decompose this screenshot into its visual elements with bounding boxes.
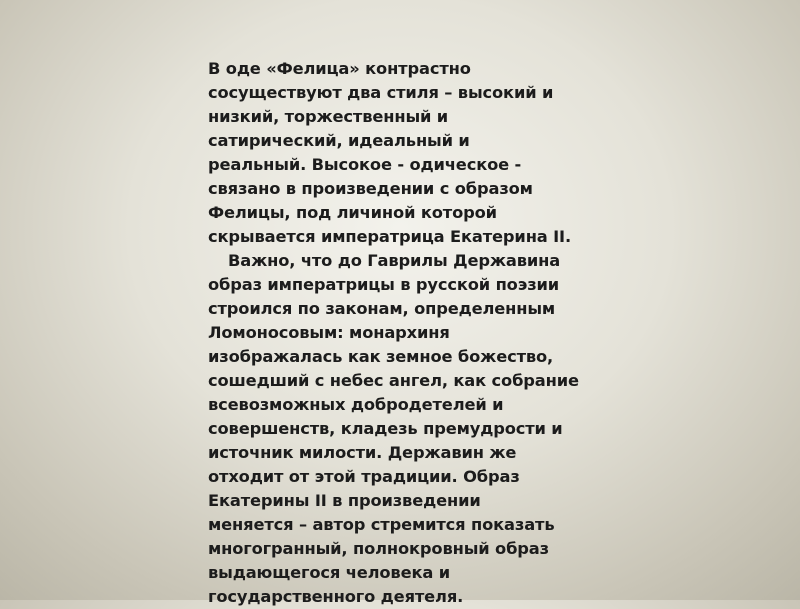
text-line: изображалась как земное божество, — [208, 347, 554, 366]
text-line: источник милости. Державин же — [208, 443, 517, 462]
text-line: Ломоносовым: монархиня — [208, 323, 450, 342]
text-line: образ императрицы в русской поэзии — [208, 275, 560, 294]
text-line: сатирический, идеальный и — [208, 131, 470, 150]
text-line: реальный. Высокое - одическое - — [208, 155, 522, 174]
text-line: Екатерины II в произведении — [208, 491, 481, 510]
text-line: сосуществуют два стиля – высокий и — [208, 83, 554, 102]
body-text — [208, 57, 600, 609]
text-line: всевозможных добродетелей и — [208, 395, 504, 414]
text-line: сошедший с небес ангел, как собрание — [208, 371, 579, 390]
text-line: Фелицы, под личиной которой — [208, 203, 497, 222]
text-line: В оде «Фелица» контрастно — [208, 59, 471, 78]
text-line: многогранный, полнокровный образ — [208, 539, 549, 558]
text-line: Важно, что до Гаврилы Державина — [228, 251, 561, 270]
text-line: связано в произведении с образом — [208, 179, 533, 198]
text-line: скрывается императрица Екатерина II. — [208, 227, 571, 246]
text-line: меняется – автор стремится показать — [208, 515, 555, 534]
text-line: выдающегося человека и — [208, 563, 450, 582]
text-line: строился по законам, определенным — [208, 299, 556, 318]
text-line: совершенств, кладезь премудрости и — [208, 419, 563, 438]
text-line: государственного деятеля. — [208, 587, 464, 606]
text-line: низкий, торжественный и — [208, 107, 449, 126]
text-line: отходит от этой традиции. Образ — [208, 467, 520, 486]
